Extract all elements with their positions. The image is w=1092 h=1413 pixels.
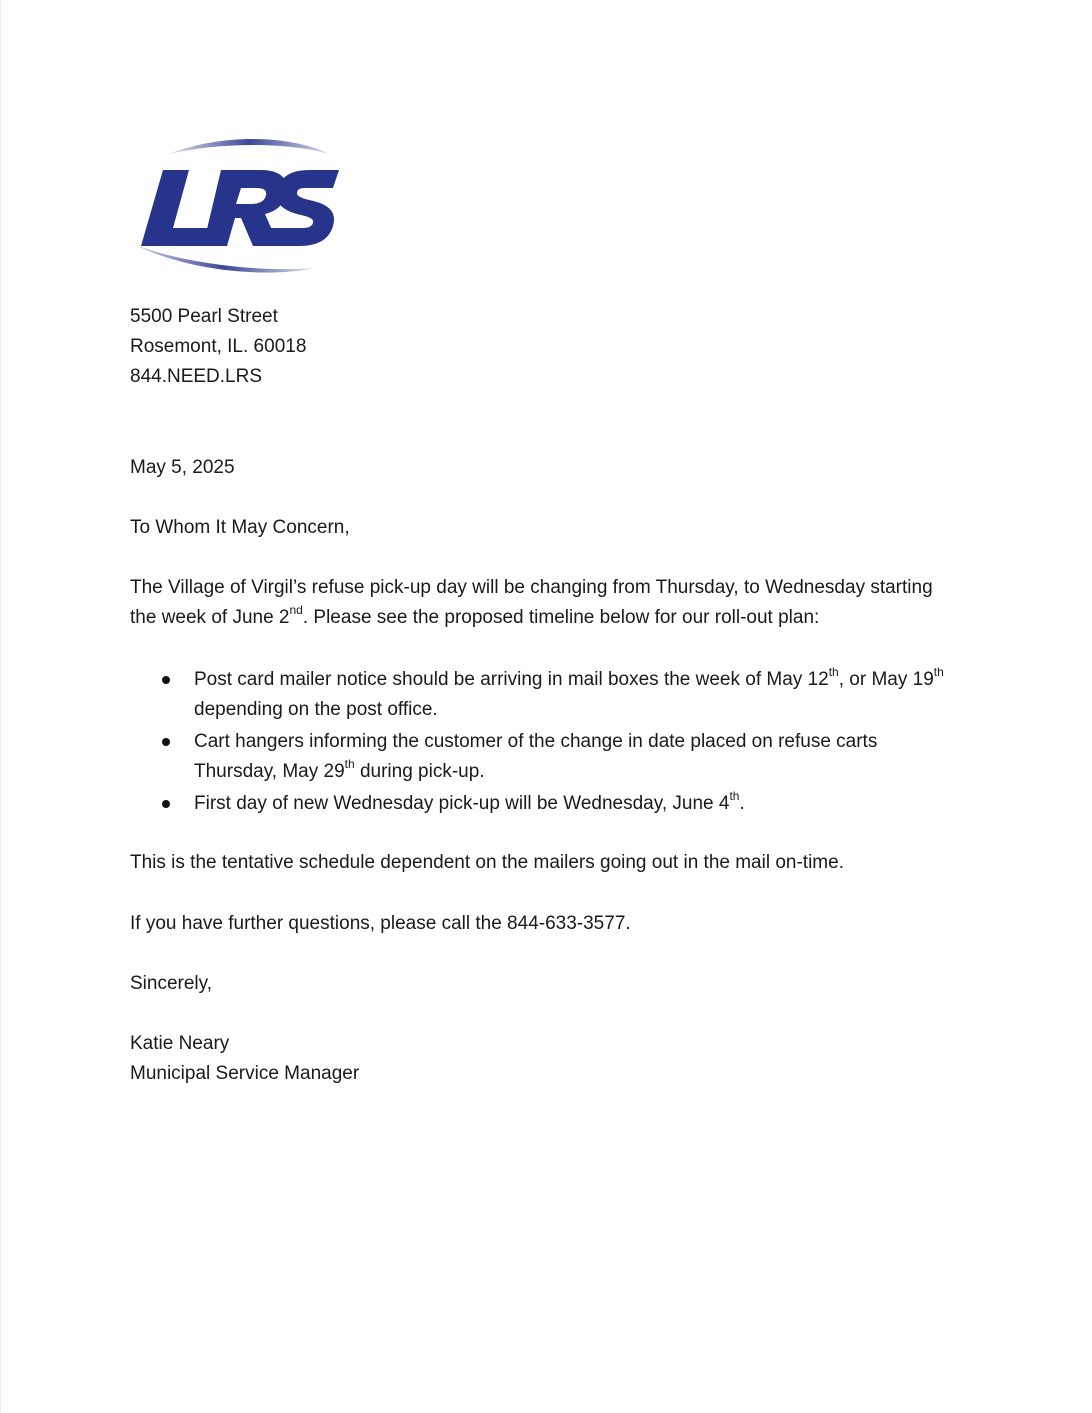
bullet-icon (162, 800, 170, 808)
intro-paragraph (130, 573, 960, 633)
signature-title: Municipal Service Manager (130, 1063, 360, 1084)
bullet-text: , or May 19 (838, 669, 934, 690)
bullet-sup: th (344, 756, 355, 771)
bullet-text: Cart hangers informing the customer of the change in date placed on refuse carts Thursday, May 29 (194, 731, 878, 782)
list-item (130, 665, 960, 725)
bullet-sup: th (729, 788, 740, 803)
address-street: 5500 Pearl Street (130, 306, 278, 327)
closing: Sincerely, (130, 973, 213, 994)
bullet-sup: th (933, 664, 944, 679)
questions-note: If you have further questions, please call the 844-633-3577. (130, 913, 631, 934)
list-item (130, 789, 960, 819)
address-city: Rosemont, IL. 60018 (130, 336, 307, 357)
bullet-icon (162, 738, 170, 746)
tentative-note: This is the tentative schedule dependent on the mailers going out in the mail on-time. (130, 852, 844, 873)
address-phone: 844.NEED.LRS (130, 366, 263, 387)
letter-date: May 5, 2025 (130, 457, 235, 478)
bullet-text: during pick-up. (354, 761, 485, 782)
salutation: To Whom It May Concern, (130, 517, 350, 538)
lrs-logo (129, 132, 353, 280)
intro-text-1: The Village of Virgil’s refuse pick-up day will be changing from Thursday, to Wednesday starting the week of June 2 (130, 577, 933, 628)
intro-sup: nd (289, 602, 303, 617)
signature-name: Katie Neary (130, 1033, 230, 1054)
bullet-text: . (739, 793, 745, 814)
timeline-list (130, 665, 960, 821)
bullet-icon (162, 676, 170, 684)
bullet-text: First day of new Wednesday pick-up will be Wednesday, June 4 (194, 793, 730, 814)
intro-text-2: . Please see the proposed timeline below for our roll-out plan: (302, 607, 820, 628)
bullet-sup: th (828, 664, 839, 679)
bullet-text: depending on the post office. (194, 699, 438, 720)
bullet-text: Post card mailer notice should be arriving in mail boxes the week of May 12 (194, 669, 829, 690)
list-item (130, 727, 960, 787)
